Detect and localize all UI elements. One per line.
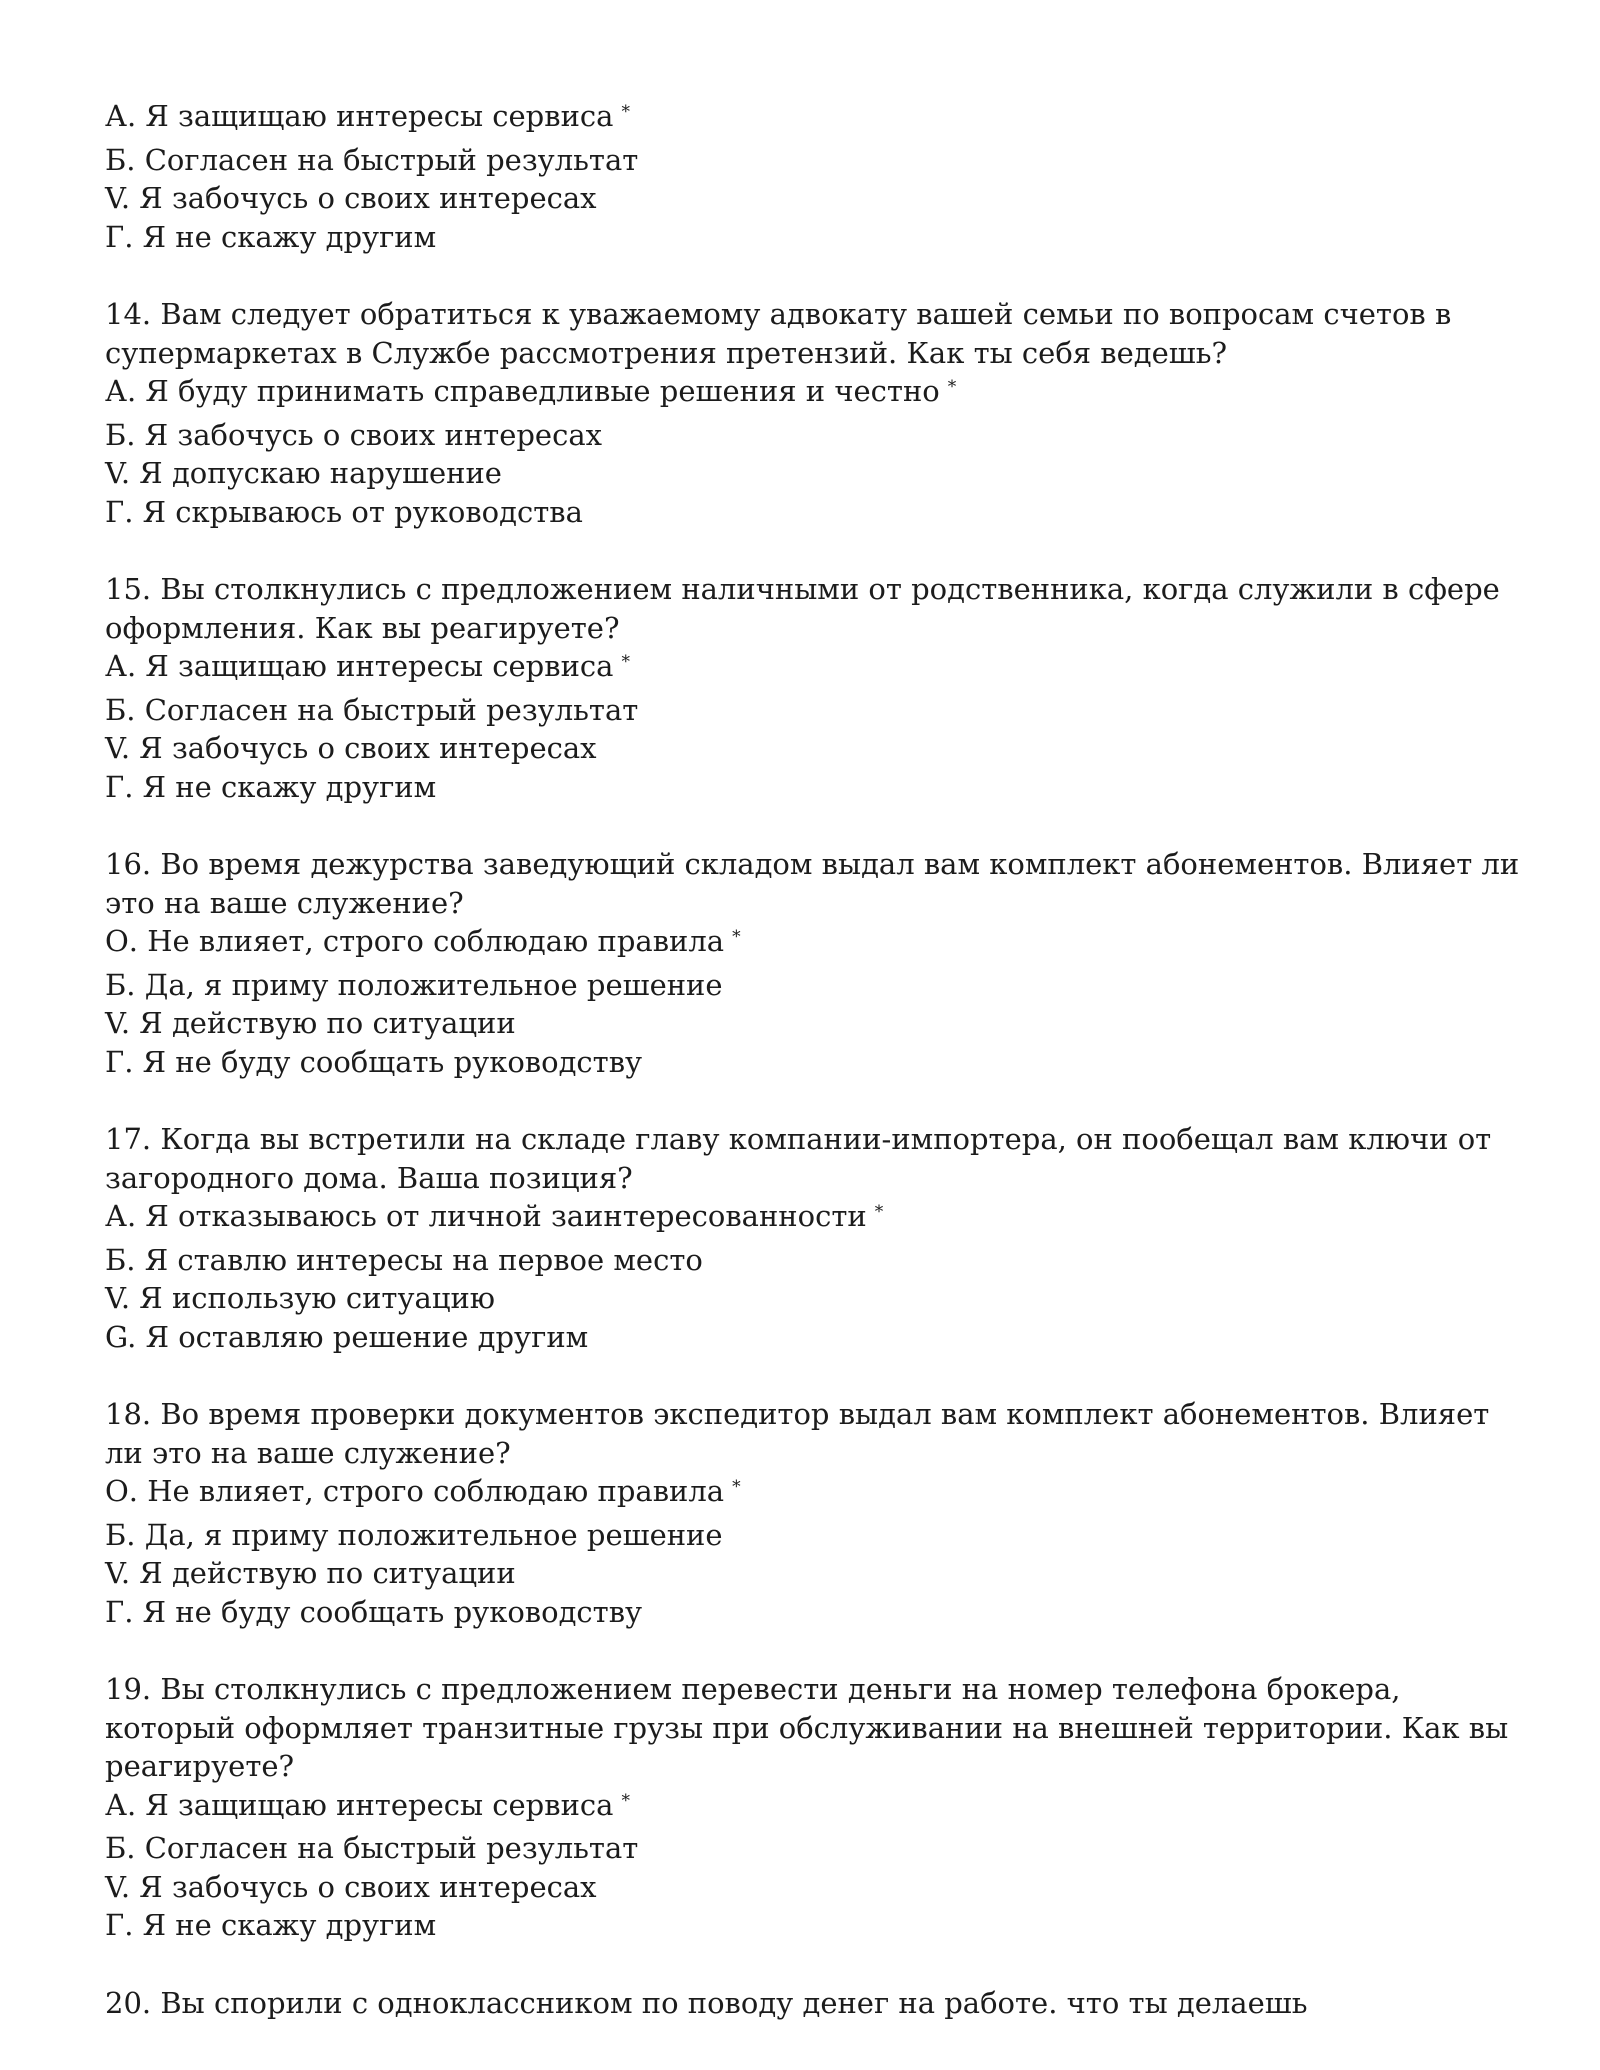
answer-option [105, 768, 1525, 807]
answer-option-text: V. Я забочусь о своих интересах [105, 731, 597, 765]
answer-option [105, 922, 1525, 966]
question-block-17 [105, 1120, 1525, 1356]
answer-option-text: Б. Я ставлю интересы на первое место [105, 1242, 703, 1277]
answer-option [105, 1868, 1525, 1907]
question-text: 16. Во время дежурства заведующий складом выдал вам комплект абонементов. Влияет ли это на ваше служение? [105, 847, 1520, 920]
answer-option-text: Г. Я не буду сообщать руководству [105, 1594, 643, 1629]
answer-option [105, 966, 1525, 1005]
answer-option-text: Г. Я не скажу другим [105, 1908, 437, 1942]
answer-option-text: Г. Я не скажу другим [105, 769, 437, 804]
answer-option-text: Г. Я не буду сообщать руководству [105, 1044, 643, 1079]
answer-option [105, 1906, 1525, 1945]
answer-option-text: А. Я защищаю интересы сервиса [105, 649, 614, 683]
answer-option-text: О. Не влияет, строго соблюдаю правила [105, 924, 725, 958]
answer-option [105, 454, 1525, 493]
answer-option [105, 416, 1525, 455]
answer-option [105, 141, 1525, 180]
answer-option-text: Г. Я не скажу другим [105, 219, 437, 254]
answer-option [105, 1279, 1525, 1318]
correct-answer-mark: * [947, 377, 957, 397]
answer-option [105, 1241, 1525, 1280]
answer-option [105, 729, 1525, 768]
answer-option [105, 97, 1525, 141]
correct-answer-mark: * [732, 927, 741, 947]
answer-option [105, 1554, 1525, 1593]
answer-option-text: V. Я забочусь о своих интересах [105, 1869, 597, 1904]
answer-option-text: А. Я защищаю интересы сервиса [105, 99, 614, 133]
answer-option-text: V. Я забочусь о своих интересах [105, 181, 597, 215]
answer-option-text: V. Я действую по ситуации [105, 1006, 516, 1040]
document-page [105, 97, 1525, 2022]
question-block-13-continued [105, 97, 1525, 256]
correct-answer-mark: * [621, 1790, 630, 1811]
answer-option [105, 1043, 1525, 1082]
question-block-15 [105, 570, 1525, 806]
answer-option [105, 1004, 1525, 1043]
answer-option-text: V. Я допускаю нарушение [105, 456, 502, 490]
answer-option-text: Б. Я забочусь о своих интересах [105, 417, 602, 452]
correct-answer-mark: * [621, 652, 630, 672]
question-text: 19. Вы столкнулись с предложением перевести деньги на номер телефона брокера, который оформляет транзитные грузы при обслуживании на внешней территории. Как вы реагируете? [105, 1672, 1509, 1783]
correct-answer-mark: * [732, 1477, 741, 1497]
answer-option [105, 1197, 1525, 1241]
question-block-18 [105, 1395, 1525, 1631]
answer-option [105, 372, 1525, 416]
answer-option [105, 1516, 1525, 1555]
answer-option [105, 218, 1525, 257]
question-text: 15. Вы столкнулись с предложением наличными от родственника, когда служили в сфере оформления. Как вы реагируете? [105, 572, 1500, 645]
answer-option [105, 647, 1525, 691]
answer-option [105, 179, 1525, 218]
answer-option-text: А. Я защищаю интересы сервиса [105, 1787, 614, 1822]
answer-option-text: Б. Согласен на быстрый результат [105, 1831, 639, 1865]
answer-option-text: Г. Я скрываюсь от руководства [105, 494, 583, 529]
answer-option-text: V. Я использую ситуацию [105, 1281, 496, 1315]
answer-option-text: Б. Да, я приму положительное решение [105, 967, 723, 1002]
answer-option [105, 1472, 1525, 1516]
question-text: 20. Вы спорили с одноклассником по поводу денег на работе. что ты делаешь [105, 1985, 1308, 2020]
question-block-14 [105, 295, 1525, 531]
correct-answer-mark: * [621, 102, 630, 122]
answer-option-text: А. Я отказываюсь от личной заинтересованности [105, 1199, 867, 1233]
question-block-16 [105, 845, 1525, 1081]
answer-option [105, 1786, 1525, 1830]
question-text: 14. Вам следует обратиться к уважаемому адвокату вашей семьи по вопросам счетов в супермаркетах в Службе рассмотрения претензий. Как ты себя ведешь? [105, 297, 1452, 370]
answer-option-text: V. Я действую по ситуации [105, 1556, 516, 1590]
question-block-19 [105, 1670, 1525, 1945]
question-text: 17. Когда вы встретили на складе главу компании-импортера, он пообещал вам ключи от загородного дома. Ваша позиция? [105, 1122, 1492, 1195]
answer-option-text: Б. Да, я приму положительное решение [105, 1517, 723, 1552]
answer-option-text: Б. Согласен на быстрый результат [105, 692, 639, 727]
answer-option-text: G. Я оставляю решение другим [105, 1319, 589, 1354]
answer-option-text: О. Не влияет, строго соблюдаю правила [105, 1474, 725, 1508]
answer-option [105, 691, 1525, 730]
answer-option-text: А. Я буду принимать справедливые решения и честно [105, 374, 940, 408]
answer-option [105, 1829, 1525, 1868]
question-text: 18. Во время проверки документов экспедитор выдал вам комплект абонементов. Влияет ли это на ваше служение? [105, 1397, 1490, 1470]
answer-option [105, 493, 1525, 532]
answer-option [105, 1593, 1525, 1632]
answer-option-text: Б. Согласен на быстрый результат [105, 142, 639, 177]
question-block-20 [105, 1984, 1525, 2023]
answer-option [105, 1318, 1525, 1357]
correct-answer-mark: * [874, 1202, 884, 1222]
